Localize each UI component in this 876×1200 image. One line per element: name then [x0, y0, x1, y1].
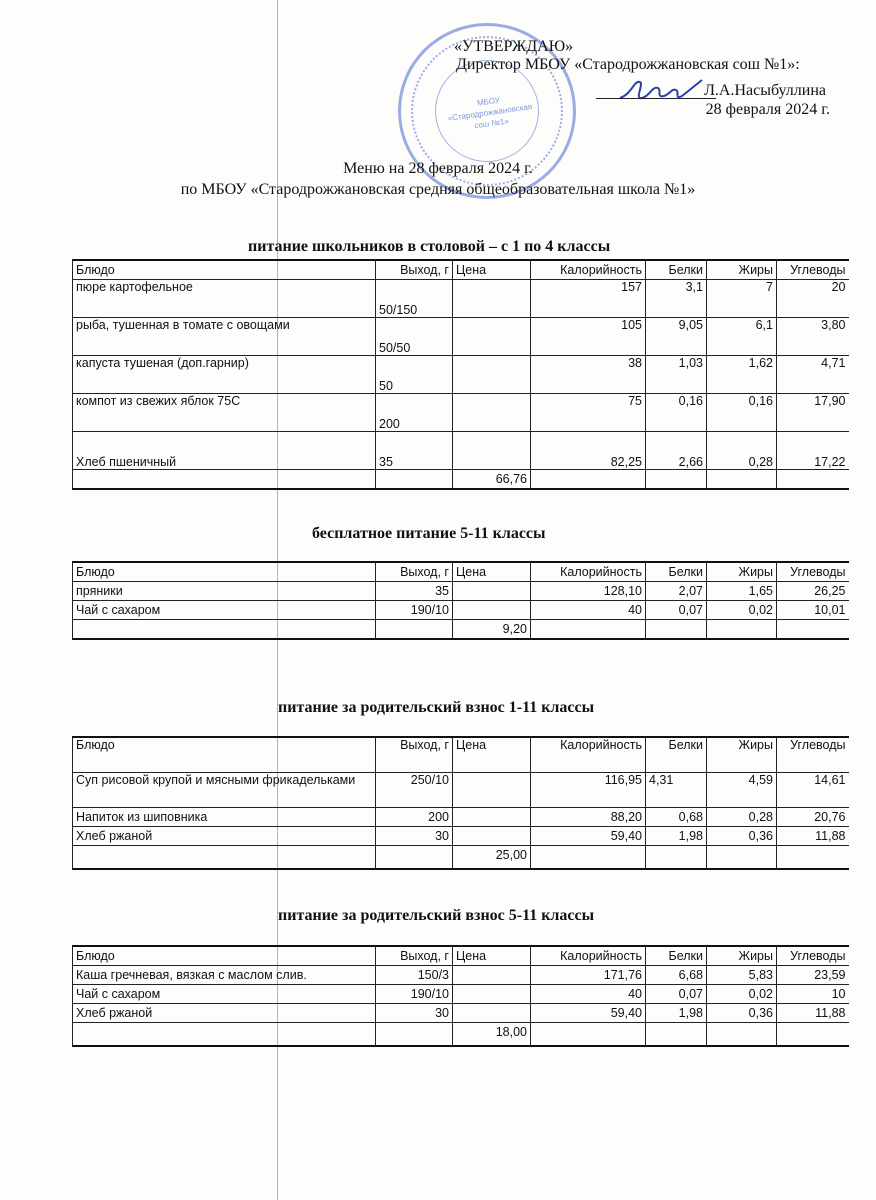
dish-yield: 150/3: [376, 966, 453, 985]
section-heading-1-4: питание школьников в столовой – с 1 по 4 классы: [248, 238, 611, 255]
dish-protein: 3,1: [646, 280, 707, 318]
menu-table-free-5-11: [72, 561, 849, 640]
dish-name: капуста тушеная (доп.гарнир): [73, 356, 376, 394]
dish-name: Напиток из шиповника: [73, 808, 376, 827]
col-yield: Выход, г: [376, 946, 453, 966]
dish-name: пряники: [73, 582, 376, 601]
dish-fat: 7: [707, 280, 777, 318]
total-price: 25,00: [453, 846, 531, 870]
dish-name: Хлеб пшеничный: [73, 432, 376, 470]
table-row: [73, 356, 849, 394]
col-dish: Блюдо: [73, 737, 376, 773]
table-row: [73, 432, 849, 470]
col-kcal: Калорийность: [531, 260, 646, 280]
table-row: [73, 582, 849, 601]
approval-heading: «УТВЕРЖДАЮ»: [454, 38, 574, 55]
dish-kcal: 82,25: [531, 432, 646, 470]
dish-yield: 35: [376, 432, 453, 470]
dish-carbs: 26,25: [777, 582, 849, 601]
dish-protein: 2,66: [646, 432, 707, 470]
dish-yield: 200: [376, 394, 453, 432]
dish-kcal: 75: [531, 394, 646, 432]
dish-carbs: 20: [777, 280, 849, 318]
dish-fat: 0,02: [707, 601, 777, 620]
total-row: [73, 846, 849, 870]
table-header: [73, 562, 849, 582]
col-fat: Жиры: [707, 562, 777, 582]
dish-kcal: 105: [531, 318, 646, 356]
dish-carbs: 14,61: [777, 773, 849, 808]
dish-kcal: 59,40: [531, 1004, 646, 1023]
dish-price: [453, 394, 531, 432]
col-dish: Блюдо: [73, 260, 376, 280]
col-protein: Белки: [646, 562, 707, 582]
dish-price: [453, 985, 531, 1004]
col-yield: Выход, г: [376, 562, 453, 582]
total-row: [73, 620, 849, 640]
dish-name: компот из свежих яблок 75С: [73, 394, 376, 432]
dish-kcal: 128,10: [531, 582, 646, 601]
dish-kcal: 171,76: [531, 966, 646, 985]
table-header: [73, 260, 849, 280]
dish-price: [453, 966, 531, 985]
table-row: [73, 773, 849, 808]
dish-yield: 190/10: [376, 601, 453, 620]
dish-carbs: 4,71: [777, 356, 849, 394]
col-carbs: Углеводы: [777, 737, 849, 773]
dish-yield: 250/10: [376, 773, 453, 808]
table-row: [73, 985, 849, 1004]
col-carbs: Углеводы: [777, 562, 849, 582]
dish-fat: 0,02: [707, 985, 777, 1004]
dish-kcal: 40: [531, 601, 646, 620]
menu-table-1-4: [72, 259, 849, 490]
col-price: Цена: [453, 260, 531, 280]
table-row: [73, 1004, 849, 1023]
dish-carbs: 10,01: [777, 601, 849, 620]
col-kcal: Калорийность: [531, 946, 646, 966]
document-subtitle: по МБОУ «Стародрожжановская средняя общеобразовательная школа №1»: [180, 181, 696, 198]
dish-yield: 30: [376, 827, 453, 846]
dish-carbs: 10: [777, 985, 849, 1004]
dish-fat: 6,1: [707, 318, 777, 356]
dish-yield: 35: [376, 582, 453, 601]
dish-protein: 2,07: [646, 582, 707, 601]
col-price: Цена: [453, 737, 531, 773]
table-row: [73, 966, 849, 985]
dish-fat: 4,59: [707, 773, 777, 808]
col-carbs: Углеводы: [777, 260, 849, 280]
total-price: 9,20: [453, 620, 531, 640]
dish-yield: 30: [376, 1004, 453, 1023]
table-row: [73, 318, 849, 356]
dish-name: пюре картофельное: [73, 280, 376, 318]
col-fat: Жиры: [707, 737, 777, 773]
dish-fat: 0,36: [707, 827, 777, 846]
dish-name: Суп рисовой крупой и мясными фрикадельками: [73, 773, 376, 808]
dish-price: [453, 1004, 531, 1023]
dish-yield: 200: [376, 808, 453, 827]
dish-fat: 0,28: [707, 432, 777, 470]
col-dish: Блюдо: [73, 946, 376, 966]
dish-kcal: 157: [531, 280, 646, 318]
dish-price: [453, 827, 531, 846]
col-price: Цена: [453, 946, 531, 966]
col-fat: Жиры: [707, 946, 777, 966]
dish-carbs: 17,90: [777, 394, 849, 432]
col-fat: Жиры: [707, 260, 777, 280]
col-protein: Белки: [646, 737, 707, 773]
dish-price: [453, 432, 531, 470]
table-row: [73, 827, 849, 846]
table-header: [73, 737, 849, 773]
dish-kcal: 116,95: [531, 773, 646, 808]
dish-protein: 0,07: [646, 601, 707, 620]
section-heading-free-5-11: бесплатное питание 5-11 классы: [312, 525, 546, 542]
dish-yield: 50: [376, 356, 453, 394]
dish-protein: 9,05: [646, 318, 707, 356]
dish-name: Чай с сахаром: [73, 985, 376, 1004]
dish-carbs: 11,88: [777, 827, 849, 846]
dish-price: [453, 582, 531, 601]
total-price: 18,00: [453, 1023, 531, 1047]
dish-protein: 1,98: [646, 1004, 707, 1023]
dish-price: [453, 773, 531, 808]
document-title: Меню на 28 февраля 2024 г.: [343, 160, 533, 177]
menu-table-paid-1-11: [72, 736, 849, 870]
signature-icon: [612, 76, 712, 106]
dish-carbs: 11,88: [777, 1004, 849, 1023]
dish-carbs: 20,76: [777, 808, 849, 827]
dish-protein: 6,68: [646, 966, 707, 985]
dish-kcal: 40: [531, 985, 646, 1004]
col-price: Цена: [453, 562, 531, 582]
dish-protein: 0,16: [646, 394, 707, 432]
dish-name: Чай с сахаром: [73, 601, 376, 620]
total-row: [73, 1023, 849, 1047]
dish-name: рыба, тушенная в томате с овощами: [73, 318, 376, 356]
dish-protein: 0,68: [646, 808, 707, 827]
dish-protein: 1,98: [646, 827, 707, 846]
signature-line: [596, 98, 716, 99]
dish-name: Хлеб ржаной: [73, 1004, 376, 1023]
dish-price: [453, 356, 531, 394]
table-row: [73, 280, 849, 318]
dish-fat: 0,16: [707, 394, 777, 432]
approval-position: Директор МБОУ «Стародрожжановская сош №1»:: [456, 56, 800, 73]
col-protein: Белки: [646, 946, 707, 966]
col-kcal: Калорийность: [531, 562, 646, 582]
table-row: [73, 394, 849, 432]
table-header: [73, 946, 849, 966]
dish-protein: 0,07: [646, 985, 707, 1004]
dish-yield: 190/10: [376, 985, 453, 1004]
dish-protein: 4,31: [646, 773, 707, 808]
total-price: 66,76: [453, 470, 531, 490]
approval-date: 28 февраля 2024 г.: [705, 101, 830, 118]
section-heading-paid-5-11: питание за родительский взнос 5-11 классы: [278, 907, 595, 924]
col-dish: Блюдо: [73, 562, 376, 582]
col-protein: Белки: [646, 260, 707, 280]
dish-yield: 50/150: [376, 280, 453, 318]
dish-fat: 5,83: [707, 966, 777, 985]
dish-price: [453, 280, 531, 318]
dish-fat: 1,62: [707, 356, 777, 394]
total-row: [73, 470, 849, 490]
col-carbs: Углеводы: [777, 946, 849, 966]
dish-price: [453, 808, 531, 827]
dish-fat: 0,36: [707, 1004, 777, 1023]
col-kcal: Калорийность: [531, 737, 646, 773]
table-row: [73, 601, 849, 620]
section-heading-paid-1-11: питание за родительский взнос 1-11 классы: [278, 699, 595, 716]
col-yield: Выход, г: [376, 260, 453, 280]
dish-price: [453, 318, 531, 356]
dish-fat: 0,28: [707, 808, 777, 827]
dish-kcal: 88,20: [531, 808, 646, 827]
approval-signer: Л.А.Насыбуллина: [704, 82, 826, 99]
dish-kcal: 38: [531, 356, 646, 394]
dish-yield: 50/50: [376, 318, 453, 356]
dish-price: [453, 601, 531, 620]
table-row: [73, 808, 849, 827]
stamp-text: МБОУ «Стародрожжановская сош №1»: [447, 95, 533, 131]
dish-carbs: 23,59: [777, 966, 849, 985]
dish-fat: 1,65: [707, 582, 777, 601]
dish-name: Хлеб ржаной: [73, 827, 376, 846]
dish-carbs: 3,80: [777, 318, 849, 356]
menu-table-paid-5-11: [72, 945, 849, 1047]
col-yield: Выход, г: [376, 737, 453, 773]
dish-kcal: 59,40: [531, 827, 646, 846]
dish-carbs: 17,22: [777, 432, 849, 470]
dish-protein: 1,03: [646, 356, 707, 394]
dish-name: Каша гречневая, вязкая с маслом слив.: [73, 966, 376, 985]
